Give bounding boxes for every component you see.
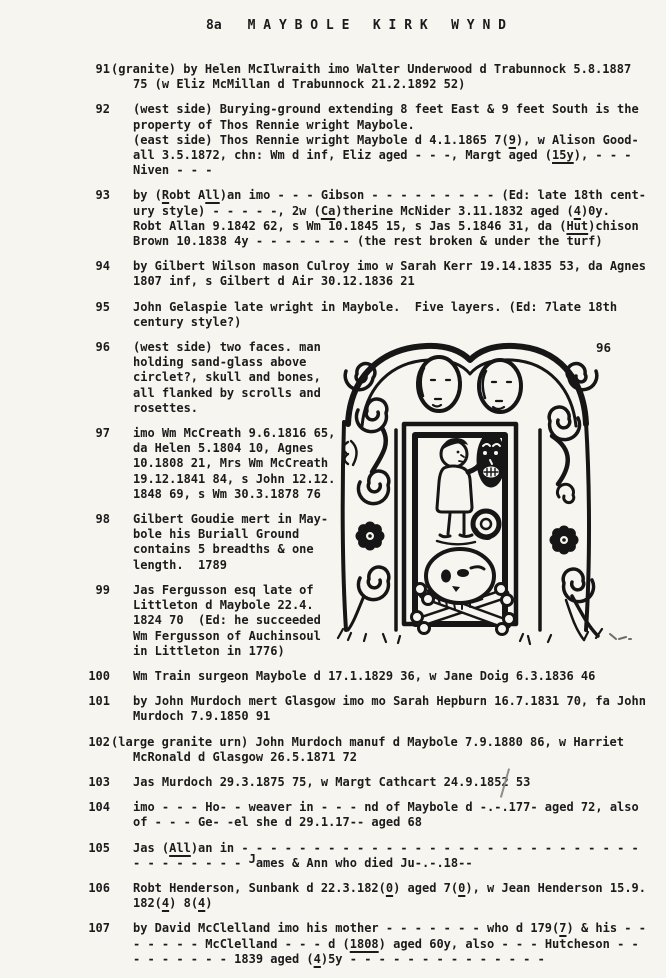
entry-94 <box>0 259 666 289</box>
entry-lines <box>133 426 335 502</box>
entry-number: 104 <box>88 800 110 815</box>
entry-number: 96 <box>95 340 110 355</box>
entry-number: 92 <box>95 102 110 117</box>
entry-line: (granite) by Helen McIlwraith imo Walter Underwood d Trabunnock 5.8.1887 <box>111 62 632 76</box>
entry-line: Wm Fergusson of Auchinsoul <box>133 628 321 643</box>
entry-lines <box>133 340 321 416</box>
entry-92 <box>0 102 666 178</box>
entry-104 <box>0 800 666 830</box>
entry-line: Niven - - - <box>133 163 213 178</box>
entry-line: by David McClelland imo his mother - - - - - - - who d 179(7) & his - - <box>133 921 646 936</box>
entry-105 <box>0 841 666 871</box>
entry-line: Jas Murdoch 29.3.1875 75, w Margt Cathcart 24.9.1852 53 <box>133 774 531 789</box>
entry-line: by John Murdoch mert Glasgow imo mo Sarah Hepburn 16.7.1831 70, fa John <box>133 694 646 709</box>
entry-107 <box>0 921 666 967</box>
entry-106 <box>0 881 666 911</box>
entry-line: of - - - Ge- -el she d 29.1.17-- aged 68 <box>133 815 422 830</box>
entry-number: 107 <box>88 921 110 936</box>
entry-line: 75 (w Eliz McMillan d Trabunnock 21.2.1892 52) <box>133 77 466 92</box>
entry-lines <box>133 512 328 573</box>
entry-number: 103 <box>88 774 110 789</box>
entry-line: 1824 70 (Ed: he succeeded <box>133 613 321 628</box>
entry-91 <box>0 62 666 92</box>
entry-number: 101 <box>88 694 110 709</box>
entry-number: 106 <box>88 880 110 895</box>
page-header <box>206 18 506 33</box>
entry-103 <box>0 775 666 790</box>
entry-lines <box>133 694 646 724</box>
entry-line: Littleton d Maybole 22.4. <box>133 598 314 613</box>
entry-line: 1848 69, s Wm 30.3.1878 76 <box>133 486 321 501</box>
entry-102 <box>0 735 666 765</box>
entry-line: all flanked by scrolls and <box>133 385 321 400</box>
entry-line: 19.12.1841 84, s John 12.12. <box>133 471 336 486</box>
entry-line: rosettes. <box>133 400 199 415</box>
entry-line: century style?) <box>133 314 242 329</box>
entry-line: (west side) Burying-ground extending 8 feet East & 9 feet South is the <box>133 102 639 117</box>
entry-line: McRonald d Glasgow 26.5.1871 72 <box>133 749 357 764</box>
page-number: 8a <box>206 18 222 33</box>
entry-100 <box>0 669 666 684</box>
entry-number: 100 <box>88 668 110 683</box>
entry-93 <box>0 188 666 249</box>
entry-line: ury style) - - - - -, 2w (Ca)therine McNider 3.11.1832 aged (4)0y. <box>133 203 610 218</box>
entry-line: all 3.5.1872, chn: Wm d inf, Eliz aged - - -, Margt aged (15y), - - - <box>133 148 632 163</box>
entry-line: by Gilbert Wilson mason Culroy imo w Sarah Kerr 19.14.1835 53, da Agnes <box>133 259 646 274</box>
entry-lines <box>133 300 617 330</box>
entry-line: holding sand-glass above <box>133 355 307 370</box>
entry-line: Gilbert Goudie mert in May- <box>133 512 329 527</box>
gravestone-sketch-svg <box>334 336 634 652</box>
entry-line: 1807 inf, s Gilbert d Air 30.12.1836 21 <box>133 274 415 289</box>
entry-line: 182(4) 8(4) <box>133 896 213 911</box>
entry-lines <box>133 921 646 967</box>
entry-lines <box>133 775 530 790</box>
entry-line: Robt Allan 9.1842 62, s Wm 10.1845 15, s Jas 5.1846 31, da (Hut)chison <box>133 218 639 233</box>
entry-lines <box>133 583 321 659</box>
entry-line: Robt Henderson, Sunbank d 22.3.182(0) aged 7(0), w Jean Henderson 15.9. <box>133 880 646 895</box>
entry-line: (west side) two faces. man <box>133 340 321 355</box>
entry-line: da Helen 5.1804 10, Agnes <box>133 441 314 456</box>
entry-lines <box>133 881 646 911</box>
entry-line: - - - - - - - - James & Ann who died Ju-.-.18-- <box>133 852 473 870</box>
entry-lines <box>133 259 646 289</box>
entry-line: Murdoch 7.9.1850 91 <box>133 709 271 724</box>
entry-lines <box>111 734 624 765</box>
entry-line: (large granite urn) John Murdoch manuf d Maybole 7.9.1880 86, w Harriet <box>111 734 624 749</box>
entry-lines <box>133 188 646 249</box>
entry-line: by (Robt All)an imo - - - Gibson - - - - - - - - - (Ed: late 18th cent- <box>133 188 646 203</box>
entry-number: 98 <box>95 512 110 527</box>
entry-line: imo Wm McCreath 9.6.1816 65, <box>133 426 336 441</box>
entry-line: Wm Train surgeon Maybole d 17.1.1829 36, w Jane Doig 6.3.1836 46 <box>133 668 596 683</box>
entry-line: Jas Fergusson esq late of <box>133 582 314 597</box>
entry-line: - - - - - McClelland - - - d (1808) aged 60y, also - - - Hutcheson - - <box>133 936 639 951</box>
entry-lines <box>133 669 595 684</box>
entry-line: bole his Buriall Ground <box>133 527 300 542</box>
entry-line: Brown 10.1838 4y - - - - - - - (the rest broken & under the turf) <box>133 234 603 249</box>
entry-number: 93 <box>95 188 110 203</box>
gravestone-drawing <box>334 336 634 652</box>
entry-line: contains 5 breadths & one <box>133 542 314 557</box>
entry-line: 10.1808 21, Mrs Wm McCreath <box>133 456 329 471</box>
entry-line: circlet?, skull and bones, <box>133 370 321 385</box>
entry-line: - - - - - - - 1839 aged (4)5y - - - - - - - - - - - - - - <box>133 951 545 966</box>
entry-lines <box>133 800 639 830</box>
entry-line: John Gelaspie late wright in Maybole. Five layers. (Ed: 7late 18th <box>133 299 618 314</box>
entry-line: length. 1789 <box>133 557 227 572</box>
entry-95 <box>0 300 666 330</box>
figure-label: 96 <box>596 340 612 355</box>
entry-lines <box>111 62 632 92</box>
entry-number: 105 <box>88 840 110 855</box>
entry-line: imo - - - Ho- - weaver in - - - nd of Maybole d -.-.177- aged 72, also <box>133 800 639 815</box>
page-title: M A Y B O L E K I R K W Y N D <box>247 18 506 33</box>
entry-number: 99 <box>95 582 110 597</box>
entry-lines <box>133 102 639 178</box>
entry-line: property of Thos Rennie wright Maybole. <box>133 117 415 132</box>
entry-number: 91 <box>95 62 110 76</box>
entry-number: 94 <box>95 259 110 274</box>
entry-line: in Littleton in 1776) <box>133 643 285 658</box>
entry-101 <box>0 694 666 724</box>
entry-number: 97 <box>95 426 110 441</box>
entry-lines <box>133 841 639 871</box>
entry-number: 95 <box>95 299 110 314</box>
entry-line: (east side) Thos Rennie wright Maybole d 4.1.1865 7(9), w Alison Good- <box>133 132 639 147</box>
entry-line: Jas (All)an in - - - - - - - - - - - - - - - - - - - - - - - - - - - - <box>133 840 639 855</box>
entry-number: 102 <box>88 734 110 749</box>
